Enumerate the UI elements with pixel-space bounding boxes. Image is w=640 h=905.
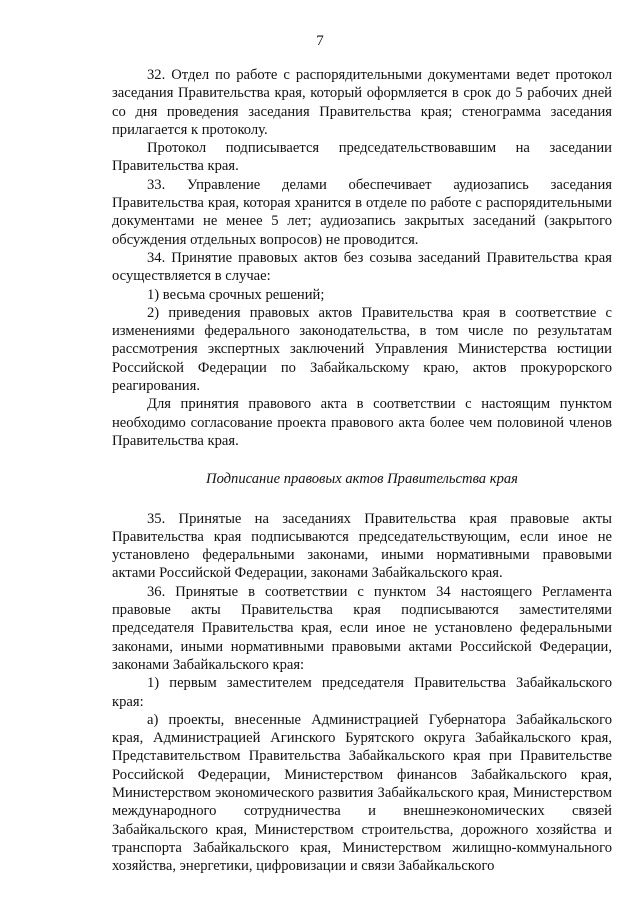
paragraph-36-item-1: 1) первым заместителем председателя Правительства Забайкальского края: <box>112 675 612 710</box>
page-number: 7 <box>316 33 324 49</box>
paragraph-36: 36. Принятые в соответствии с пунктом 34 настоящего Регламента правовые акты Правительства края подписываются заместителями председателя Правительства края, если иное не установлено федеральными законами, иными нормативными правовыми актами Российской Федерации, законами Забайкальского края: <box>112 583 612 673</box>
paragraph-36-item-1a: а) проекты, внесенные Администрацией Губернатора Забайкальского края, Администрацией Агинского Бурятского округа Забайкальского края, Представительством Правительства Забайкальского края при Правительстве Российской Федерации, Министерством финансов Забайкальского края, Министерством экономического развития Забайкальского края, Министерством международного сотрудничества и внешнеэкономических связей Забайкальского края, Министерством строительства, дорожного хозяйства и транспорта Забайкальского края, Министерством жилищно-коммунального хозяйства, энергетики, цифровизации и связи Забайкальского <box>112 711 612 875</box>
document-body <box>112 66 612 875</box>
paragraph-protocol-signing: Протокол подписывается председательствовавшим на заседании Правительства края. <box>112 140 612 175</box>
paragraph-34: 34. Принятие правовых актов без созыва заседаний Правительства края осуществляется в случае: <box>112 249 612 285</box>
section-heading: Подписание правовых актов Правительства края <box>206 471 518 488</box>
paragraph-35: 35. Принятые на заседаниях Правительства края правовые акты Правительства края подписываются председательствующим, если иное не установлено федеральными законами, иными нормативными правовыми актами Российской Федерации, законами Забайкальского края. <box>112 510 612 582</box>
paragraph-33: 33. Управление делами обеспечивает аудиозапись заседания Правительства края, которая хранится в отделе по работе с распорядительными документами не менее 5 лет; аудиозапись закрытых заседаний (закрытого обсуждения отдельных вопросов) не проводится. <box>112 176 612 248</box>
paragraph-32: 32. Отдел по работе с распорядительными документами ведет протокол заседания Правительства края, который оформляется в срок до 5 рабочих дней со дня проведения заседания Правительства края; стенограмма заседания прилагается к протоколу. <box>112 67 612 138</box>
paragraph-34-approval: Для принятия правового акта в соответствии с настоящим пунктом необходимо согласование проекта правового акта более чем половиной членов Правительства края. <box>112 396 612 449</box>
paragraph-34-item-2: 2) приведения правовых актов Правительства края в соответствие с изменениями федерального законодательства, в том числе по результатам рассмотрения экспертных заключений Управления Министерства юстиции Российской Федерации по Забайкальскому краю, актов прокурорского реагирования. <box>112 304 612 395</box>
paragraph-34-item-1: 1) весьма срочных решений; <box>147 286 325 303</box>
